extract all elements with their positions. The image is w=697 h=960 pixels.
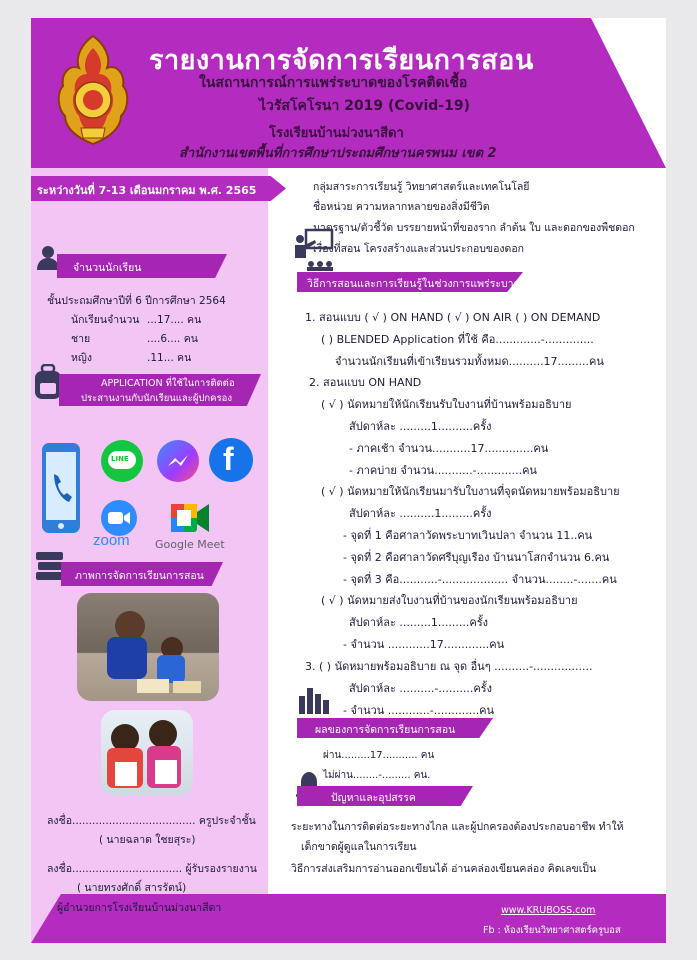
smartphone-icon	[41, 442, 81, 534]
website-link[interactable]: www.KRUBOSS.com	[501, 905, 596, 916]
school-emblem-icon	[51, 34, 135, 146]
education-office: สำนักงานเขตพื้นที่การศึกษาประถมศึกษานครพนม เขต 2	[179, 146, 497, 161]
line-app-icon	[101, 440, 143, 482]
method-line-2: ( ) BLENDED Application ที่ใช้ คือ.............-..............	[321, 333, 594, 346]
director-signature-line: ลงชื่อ................................. ผู้รับรองรายงาน	[47, 863, 257, 875]
method-line-8: - ภาคบ่าย จำนวน...........-.............คน	[349, 464, 537, 477]
method-line-14: ( √ ) นัดหมายส่งใบงานที่บ้านของนักเรียนพร้อมอธิบาย	[321, 594, 578, 607]
pass-count: ผ่าน.........17........... คน	[323, 750, 435, 761]
method-line-17: 3. ( ) นัดหมายพร้อมอธิบาย ณ จุด อื่นๆ ..........-.................	[305, 660, 593, 673]
total-students-value: ...17.... คน	[147, 314, 202, 326]
teacher-name: ( นายฉลาด ใชยสุระ)	[99, 834, 196, 846]
google-meet-label: Google Meet	[155, 538, 225, 551]
methods-heading: วิธีการสอนและการเรียนรู้ในช่วงการแพร่ระบาด	[307, 278, 521, 290]
backpack-icon	[33, 364, 63, 400]
line-label: LINE	[111, 455, 129, 463]
problem-line-1: ระยะทางในการติดต่อระยะทางไกล และผู้ปกครองต้องประกอบอาชีพ ทำให้	[291, 821, 624, 833]
books-icon	[35, 550, 65, 582]
director-name: ( นายทรงศักดิ์ สารรัตน์)	[77, 882, 187, 894]
school-name: โรงเรียนบ้านม่วงนาสีดา	[269, 126, 404, 141]
teacher-signature-line: ลงชื่อ..................................... ครูประจำชั้น	[47, 815, 256, 827]
method-line-16: - จำนวน ............17.............คน	[343, 638, 505, 651]
report-subtitle-covid: ไวรัสโคโรนา 2019 (Covid-19)	[259, 98, 470, 114]
method-line-1: 1. สอนแบบ ( √ ) ON HAND ( √ ) ON AIR ( ) ON DEMAND	[305, 311, 601, 324]
male-label: ชาย	[71, 333, 91, 345]
director-title: ผู้อำนวยการโรงเรียนบ้านม่วงนาสีดา	[57, 902, 222, 914]
report-sheet	[31, 18, 666, 943]
male-value: ....6.... คน	[147, 333, 198, 345]
method-line-13: - จุดที่ 3 คือ...........-................... จำนวน........-.......คน	[343, 573, 617, 586]
problem-line-2: เด็กขาดผู้ดูแลในการเรียน	[301, 841, 417, 853]
students-heading: จำนวนนักเรียน	[73, 262, 142, 274]
bar-chart-icon	[297, 686, 331, 716]
application-heading: APPLICATION ที่ใช้ในการติดต่อ	[101, 378, 235, 389]
problems-heading: ปัญหาและอุปสรรค	[331, 792, 416, 804]
method-line-7: - ภาคเช้า จำนวน...........17..............คน	[349, 442, 549, 455]
method-line-9: ( √ ) นัดหมายให้นักเรียนมารับใบงานที่จุดนัดหมายพร้อมอธิบาย	[321, 485, 620, 498]
messenger-icon	[157, 440, 199, 482]
activity-photo-2	[101, 710, 193, 796]
method-line-18: สัปดาห์ละ ..........-..........ครั้ง	[349, 682, 492, 695]
zoom-label: zoom	[93, 532, 130, 549]
activity-photo-1	[77, 593, 219, 701]
method-line-10: สัปดาห์ละ ..........1.........ครั้ง	[349, 507, 492, 520]
grade-text: ชั้นประถมศึกษาปีที่ 6 ปีการศึกษา 2564	[47, 295, 226, 307]
date-range: ระหว่างวันที่ 7-13 เดือนมกราคม พ.ศ. 2565	[37, 184, 257, 197]
female-label: หญิง	[71, 352, 92, 364]
unit-name: ชื่อหน่วย ความหลากหลายของสิ่งมีชีวิต	[313, 201, 490, 213]
total-students-label: นักเรียนจำนวน	[71, 314, 140, 326]
subject-group: กลุ่มสาระการเรียนรู้ วิทยาศาสตร์และเทคโนโลยี	[313, 181, 530, 193]
facebook-page: Fb : ห้องเรียนวิทยาศาสตร์ครูบอส	[483, 925, 621, 936]
method-line-12: - จุดที่ 2 คือศาลาวัดศรีบุญเรือง บ้านนาโสกจำนวน 6.คน	[343, 551, 610, 564]
fail-count: ไม่ผ่าน........-......... คน.	[323, 770, 431, 781]
method-line-11: - จุดที่ 1 คือศาลาวัดพระบาทเวินปลา จำนวน 11..คน	[343, 529, 593, 542]
method-line-5: ( √ ) นัดหมายให้นักเรียนรับใบงานที่บ้านพร้อมอธิบาย	[321, 398, 572, 411]
lesson-topic: เรื่องที่สอน โครงสร้างและส่วนประกอบของดอก	[313, 243, 525, 255]
method-line-6: สัปดาห์ละ .........1..........ครั้ง	[349, 420, 492, 433]
method-line-3: จำนวนนักเรียนที่เข้าเรียนรวมทั้งหมด..........17.........คน	[335, 355, 604, 368]
activity-heading: ภาพการจัดการเรียนการสอน	[75, 570, 204, 582]
report-title: รายงานการจัดการเรียนการสอน	[149, 45, 534, 76]
zoom-app-icon	[101, 500, 137, 536]
method-line-19: - จำนวน ............-.............คน	[343, 704, 495, 717]
female-value: .11... คน	[147, 352, 192, 364]
application-subheading: ประสานงานกับนักเรียนและผู้ปกครอง	[81, 393, 232, 404]
teacher-board-icon	[293, 228, 335, 272]
method-line-15: สัปดาห์ละ .........1.........ครั้ง	[349, 616, 488, 629]
report-subtitle: ในสถานการณ์การแพร่ระบาดของโรคติดเชื้อ	[199, 75, 468, 91]
standard-indicator: มาตรฐาน/ตัวชี้วัด บรรยายหน้าที่ของราก ลำต้น ใบ และดอกของพืชดอก	[313, 222, 635, 234]
header-fold	[591, 18, 666, 168]
promotion-line: วิธีการส่งเสริมการอ่านออกเขียนได้ อ่านคล่องเขียนคล่อง คิดเลขเป็น	[291, 863, 597, 875]
facebook-icon: f	[209, 438, 253, 482]
results-heading: ผลของการจัดการเรียนการสอน	[315, 724, 456, 736]
method-line-4: 2. สอนแบบ ON HAND	[309, 376, 422, 389]
google-meet-icon	[169, 498, 211, 538]
